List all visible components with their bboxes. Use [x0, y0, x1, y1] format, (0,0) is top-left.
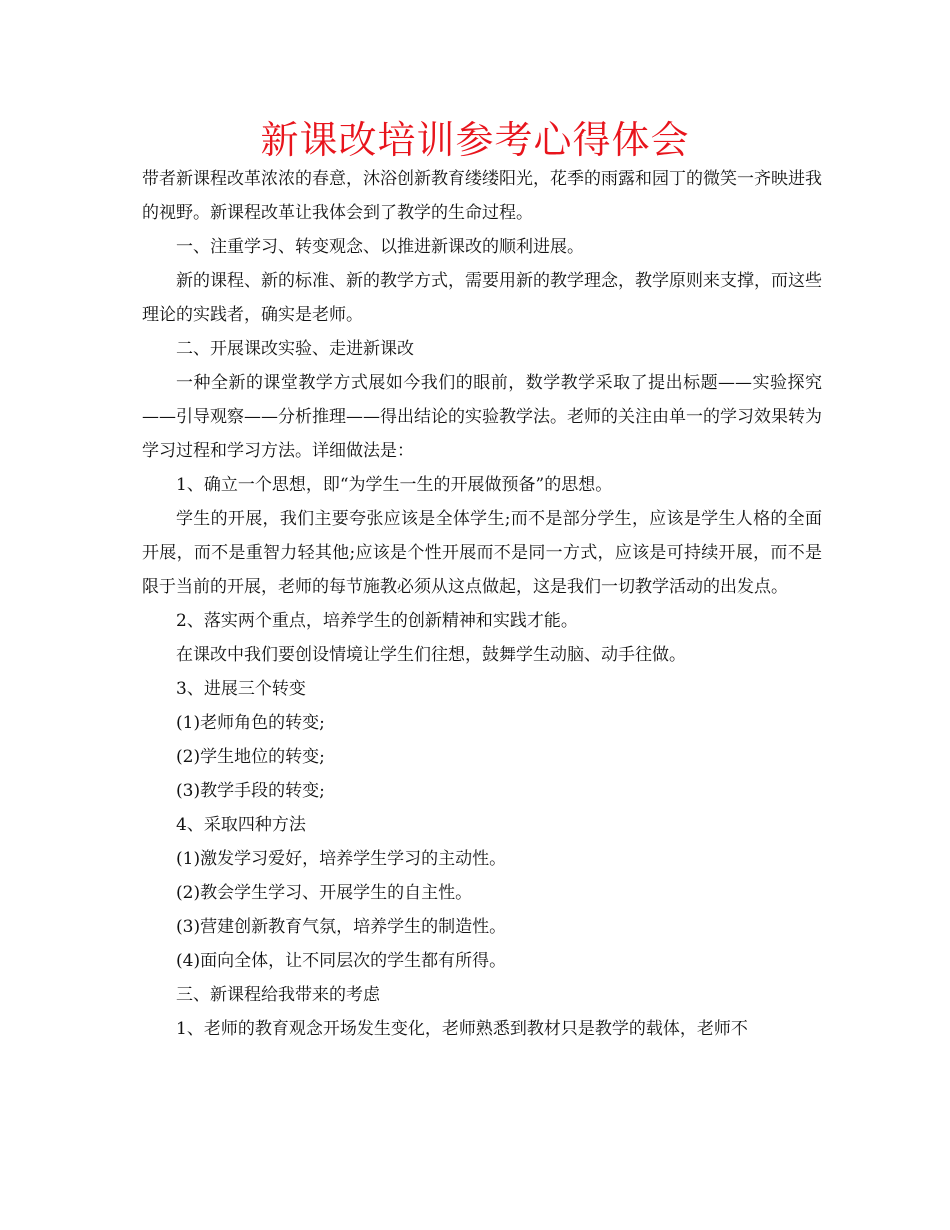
paragraph: 3、进展三个转变 — [176, 679, 306, 699]
paragraph: (1)老师角色的转变; — [176, 713, 325, 733]
paragraph: 在课改中我们要创设情境让学生们往想，鼓舞学生动脑、动手往做。 — [176, 645, 686, 665]
paragraph: (2)教会学生学习、开展学生的自主性。 — [176, 883, 473, 903]
document-title: 新课改培训参考心得体会 — [260, 118, 690, 162]
paragraph: (3)教学手段的转变; — [176, 781, 325, 801]
paragraph: 带者新课程改革浓浓的春意，沐浴创新教育缕缕阳光，花季的雨露和园丁的微笑一齐映进我的视野。新课程改革让我体会到了教学的生命过程。 — [142, 169, 822, 223]
paragraph: 一种全新的课堂教学方式展如今我们的眼前，数学教学采取了提出标题——实验探究——引导观察——分析推理——得出结论的实验教学法。老师的关注由单一的学习效果转为学习过程和学习方法。详细做法是： — [142, 373, 822, 461]
paragraph: (3)营建创新教育气氛，培养学生的制造性。 — [176, 917, 507, 937]
paragraph: 2、落实两个重点，培养学生的创新精神和实践才能。 — [176, 611, 578, 631]
paragraph: 学生的开展，我们主要夸张应该是全体学生;而不是部分学生，应该是学生人格的全面开展，而不是重智力轻其他;应该是个性开展而不是同一方式，应该是可持续开展，而不是限于当前的开展，老师的每节施教必须从这点做起，这是我们一切教学活动的出发点。 — [142, 509, 822, 597]
paragraph: 一、注重学习、转变观念、以推进新课改的顺利进展。 — [176, 237, 584, 257]
paragraph: 4、采取四种方法 — [176, 815, 306, 835]
paragraph: (4)面向全体，让不同层次的学生都有所得。 — [176, 951, 507, 971]
paragraph: 新的课程、新的标准、新的教学方式，需要用新的教学理念，教学原则来支撑，而这些理论的实践者，确实是老师。 — [142, 271, 822, 325]
document-body — [142, 162, 822, 1046]
paragraph: 三、新课程给我带来的考虑 — [176, 985, 380, 1005]
paragraph: 1、确立一个思想，即“为学生一生的开展做预备”的思想。 — [176, 475, 613, 495]
paragraph: 1、老师的教育观念开场发生变化，老师熟悉到教材只是教学的载体，老师不 — [176, 1019, 748, 1039]
paragraph: 二、开展课改实验、走进新课改 — [176, 339, 414, 359]
paragraph: (2)学生地位的转变; — [176, 747, 325, 767]
paragraph: (1)激发学习爱好，培养学生学习的主动性。 — [176, 849, 507, 869]
